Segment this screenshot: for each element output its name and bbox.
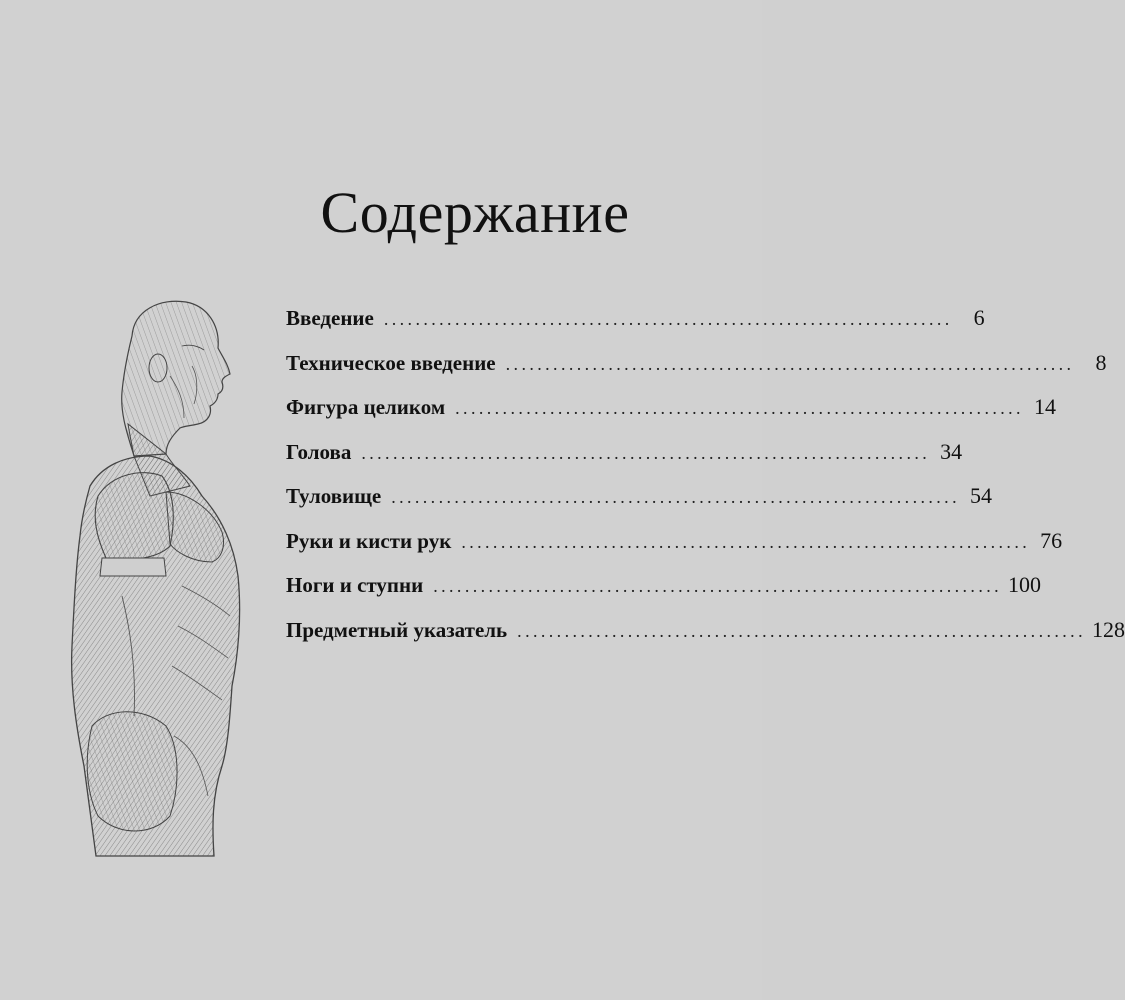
toc-item[interactable]: [286, 389, 1056, 434]
toc-item-page: 76: [1040, 527, 1063, 553]
toc-item-page: 8: [1095, 349, 1107, 375]
toc-item[interactable]: [286, 567, 1042, 612]
toc-item-label: Ноги и ступни: [286, 573, 424, 597]
deltoid: [95, 473, 173, 560]
toc-item-page: 14: [1033, 394, 1056, 419]
toc-item[interactable]: [286, 300, 985, 345]
page-title: Содержание: [320, 180, 630, 245]
toc-item-page: 128: [1091, 616, 1125, 642]
toc-item[interactable]: [286, 434, 963, 479]
toc-item[interactable]: [286, 612, 1125, 657]
toc-item-page: 100: [1008, 572, 1042, 597]
hip: [87, 712, 177, 831]
toc-leader-dots: ........................................................................: [433, 576, 1003, 596]
toc-item-label: Руки и кисти рук: [286, 528, 452, 553]
toc-leader-dots: ........................................................................: [517, 620, 1086, 641]
arm-section: [100, 558, 166, 576]
toc-item[interactable]: [286, 523, 1063, 568]
toc-item-label: Голова: [286, 439, 352, 464]
toc-item-label: Введение: [286, 306, 374, 330]
toc-item-label: Предметный указатель: [286, 617, 508, 642]
toc-leader-dots: ........................................................................: [383, 309, 953, 329]
toc-leader-dots: ........................................................................: [455, 398, 1024, 418]
toc-item-label: Фигура целиком: [286, 395, 446, 419]
toc-leader-dots: ........................................................................: [505, 353, 1075, 374]
toc-item-page: 54: [970, 483, 992, 508]
toc-item-label: Туловище: [286, 484, 382, 508]
toc-leader-dots: ........................................................................: [461, 531, 1031, 552]
toc-leader-dots: ........................................................................: [361, 442, 931, 463]
toc-item-page: 34: [940, 438, 963, 464]
table-of-contents: [286, 300, 1125, 656]
toc-item[interactable]: [286, 478, 992, 523]
toc-item[interactable]: [286, 345, 1107, 390]
toc-leader-dots: ........................................................................: [391, 487, 960, 507]
toc-item-label: Техническое введение: [286, 350, 496, 375]
toc-item-page: 6: [973, 305, 985, 330]
anatomical-torso-illustration: [62, 296, 262, 866]
